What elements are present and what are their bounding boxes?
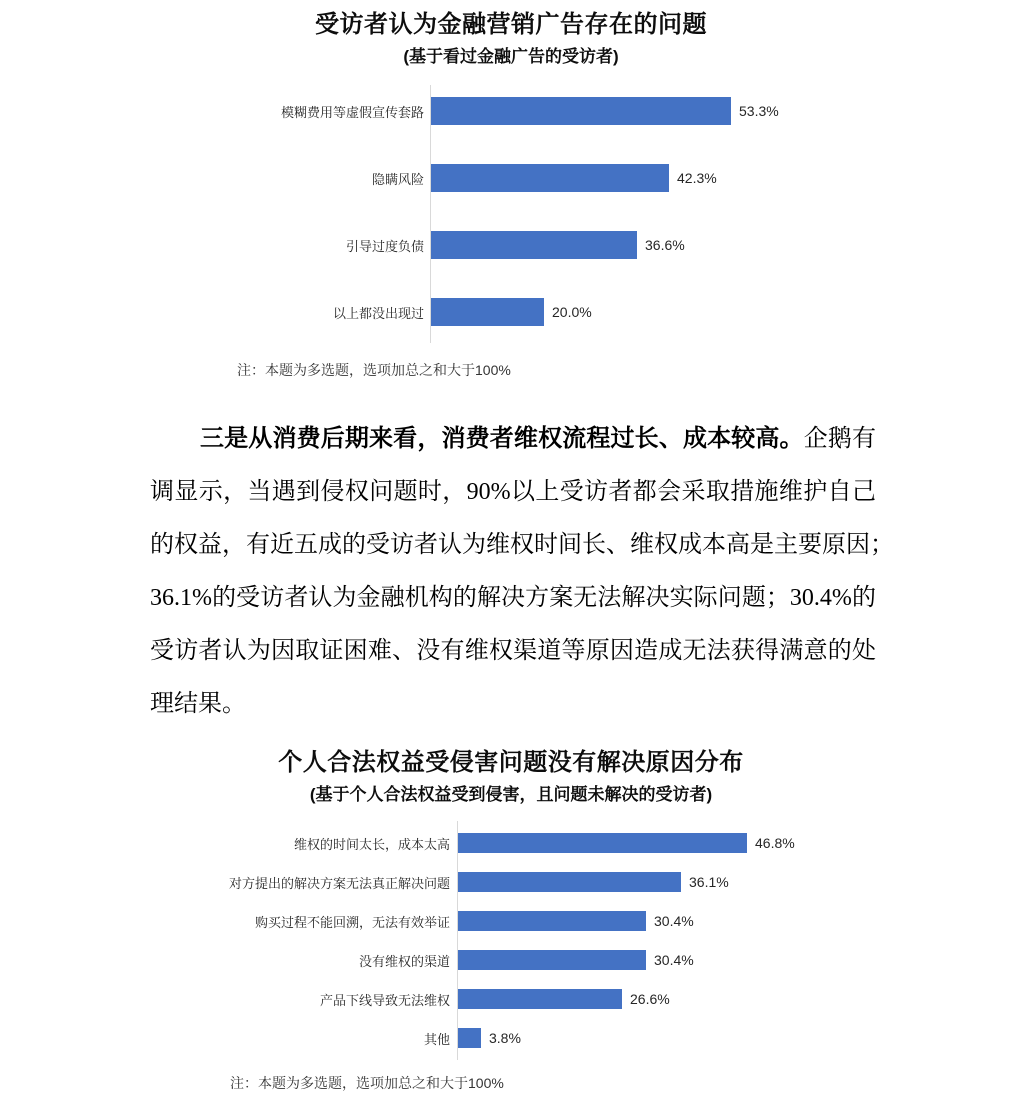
chart-subtitle: (基于看过金融广告的受访者) — [403, 47, 619, 66]
chart-bar-row — [0, 298, 1024, 326]
bar — [458, 950, 646, 970]
paragraph-body-text: 企鹅有 — [803, 426, 876, 452]
bar — [458, 989, 622, 1009]
chart-bar-row — [0, 833, 1024, 853]
bar — [431, 298, 544, 326]
bar-category-label: 维权的时间太长，成本太高 — [293, 836, 450, 852]
bar-category-label: 模糊费用等虚假宣传套路 — [280, 104, 424, 120]
chart-bar-row — [0, 1028, 1024, 1048]
paragraph-body-text: 36.1%的受访者认为金融机构的解决方案无法解决实际问题；30.4%的 — [150, 585, 876, 611]
paragraph-lead-text: 三是从消费后期来看，消费者维权流程过长、成本较高。 — [200, 425, 804, 452]
bar-value-label: 36.6% — [645, 237, 685, 253]
bar-category-label: 其他 — [423, 1031, 450, 1047]
bar — [431, 231, 637, 259]
bar-category-label: 购买过程不能回溯，无法有效举证 — [254, 914, 450, 930]
bar-value-label: 3.8% — [489, 1030, 521, 1046]
chart-bar-row — [0, 164, 1024, 192]
category-axis-line — [457, 821, 458, 1060]
bar-category-label: 没有维权的渠道 — [358, 953, 450, 969]
chart-bar-row — [0, 911, 1024, 931]
chart-title: 受访者认为金融营销广告存在的问题 — [315, 11, 707, 38]
chart-subtitle: (基于个人合法权益受到侵害，且问题未解决的受访者) — [309, 785, 713, 804]
bar-value-label: 36.1% — [689, 874, 729, 890]
bar-value-label: 26.6% — [630, 991, 670, 1007]
bar — [431, 97, 731, 125]
bar-category-label: 隐瞒风险 — [371, 171, 424, 187]
chart-note: 注：本题为多选题，选项加总之和大于100% — [230, 1075, 504, 1091]
chart-bar-row — [0, 950, 1024, 970]
bar — [431, 164, 669, 192]
bar-category-label: 引导过度负债 — [345, 238, 424, 254]
chart-bar-row — [0, 989, 1024, 1009]
bar-value-label: 20.0% — [552, 304, 592, 320]
bar — [458, 872, 681, 892]
paragraph-body-text: 的权益，有近五成的受访者认为维权时间长、维权成本高是主要原因； — [150, 532, 894, 558]
chart-note: 注：本题为多选题，选项加总之和大于100% — [237, 362, 511, 378]
paragraph-line — [150, 571, 876, 624]
paragraph-line — [150, 677, 876, 730]
bar-value-label: 46.8% — [755, 835, 795, 851]
bar-value-label: 30.4% — [654, 952, 694, 968]
chart-bar-row — [0, 97, 1024, 125]
paragraph-body-text: 理结果。 — [150, 691, 246, 717]
bar — [458, 833, 747, 853]
bar-value-label: 53.3% — [739, 103, 779, 119]
paragraph-line — [150, 624, 876, 677]
bar-value-label: 42.3% — [677, 170, 717, 186]
paragraph-line — [150, 465, 876, 518]
chart-bar-row — [0, 231, 1024, 259]
paragraph-body-text: 受访者认为因取证困难、没有维权渠道等原因造成无法获得满意的处 — [150, 638, 876, 664]
bar-category-label: 对方提出的解决方案无法真正解决问题 — [228, 875, 450, 891]
bar-category-label: 产品下线导致无法维权 — [319, 992, 450, 1008]
chart-title: 个人合法权益受侵害问题没有解决原因分布 — [278, 749, 744, 776]
paragraph-body-text: 调显示，当遇到侵权问题时，90%以上受访者都会采取措施维护自己 — [150, 479, 876, 505]
bar — [458, 1028, 481, 1048]
chart-bar-row — [0, 872, 1024, 892]
paragraph-line — [150, 518, 894, 571]
bar — [458, 911, 646, 931]
body-paragraph — [150, 412, 894, 730]
paragraph-line — [150, 412, 876, 465]
bar-value-label: 30.4% — [654, 913, 694, 929]
bar-category-label: 以上都没出现过 — [332, 305, 424, 321]
